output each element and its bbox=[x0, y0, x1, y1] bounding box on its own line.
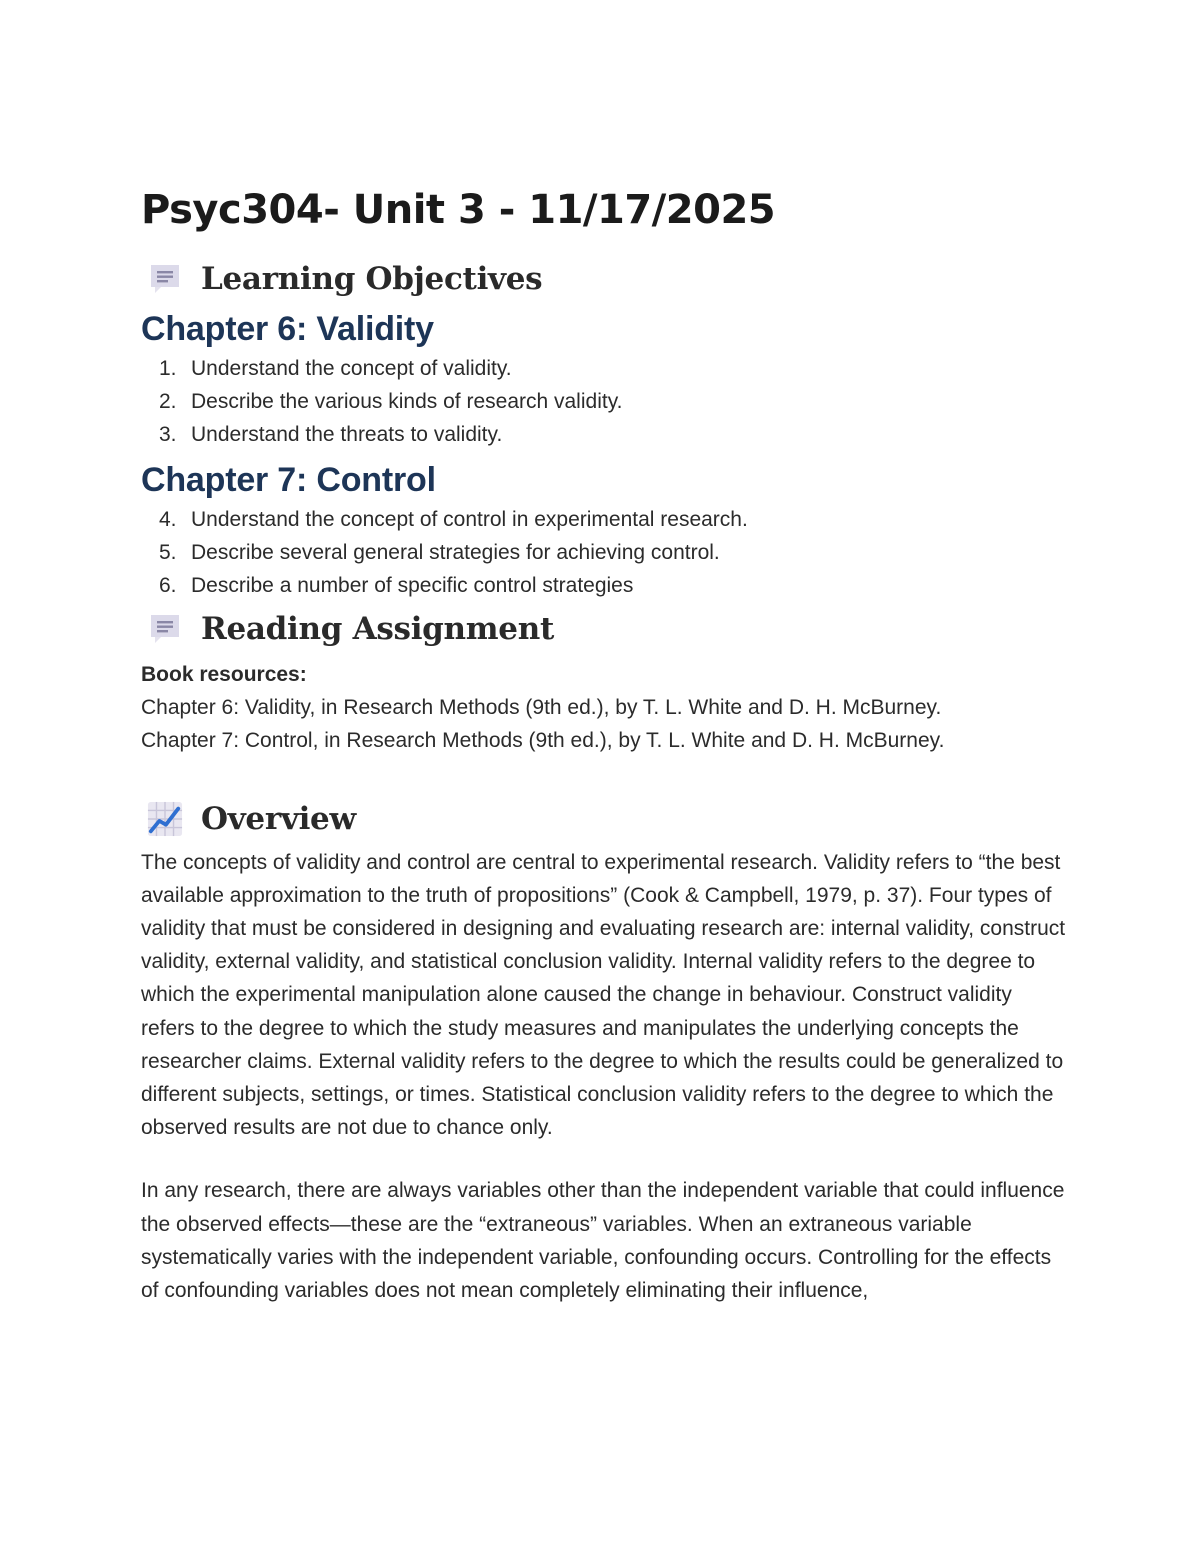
speech-note-icon bbox=[147, 261, 183, 297]
section-overview bbox=[141, 794, 1066, 844]
objectives-list-chapter-6 bbox=[141, 352, 1066, 451]
overview-paragraph: The concepts of validity and control are central to experimental research. Validity refers to “the best available approximation to the truth of propositions” (Cook & Campbell, 1979, p. 37). Four types of validity that must be considered in designing and evaluating research are: internal validity, construct validity, external validity, and statistical conclusion validity. Internal validity refers to the degree to which the experimental manipulation alone caused the change in behaviour. Construct validity refers to the degree to which the study measures and manipulates the underlying concepts the researcher claims. External validity refers to the degree to which the results could be generalized to different subjects, settings, or times. Statistical conclusion validity refers to the degree to which the observed results are not due to chance only. bbox=[141, 850, 1066, 1140]
list-item-text: Describe a number of specific control strategies bbox=[191, 574, 634, 597]
section-heading: Overview bbox=[201, 800, 356, 837]
list-item bbox=[141, 569, 1066, 602]
list-item-text: Understand the concept of validity. bbox=[191, 357, 512, 380]
list-item-text: Understand the threats to validity. bbox=[191, 423, 503, 446]
list-item-text: Describe several general strategies for achieving control. bbox=[191, 541, 720, 564]
list-item bbox=[141, 385, 1066, 418]
list-number: 1. bbox=[159, 357, 177, 380]
list-item-text: Describe the various kinds of research validity. bbox=[191, 390, 623, 413]
overview-paragraph: In any research, there are always variables other than the independent variable that could influence the observed effects—these are the “extraneous” variables. When an extraneous variable systematically varies with the independent variable, confounding occurs. Controlling for the effects of confounding variables does not mean completely eliminating their influence, bbox=[141, 1179, 1065, 1303]
list-number: 6. bbox=[159, 574, 177, 597]
page-title: Psyc304- Unit 3 - 11/17/2025 bbox=[141, 187, 776, 233]
list-item bbox=[141, 352, 1066, 385]
reading-line: Chapter 6: Validity, in Research Methods (9th ed.), by T. L. White and D. H. McBurney. bbox=[141, 696, 942, 720]
section-heading: Reading Assignment bbox=[201, 611, 554, 647]
reading-line: Chapter 7: Control, in Research Methods (9th ed.), by T. L. White and D. H. McBurney. bbox=[141, 729, 945, 753]
list-item-text: Understand the concept of control in experimental research. bbox=[191, 508, 748, 531]
chapter-heading-7: Chapter 7: Control bbox=[141, 461, 436, 499]
list-number: 4. bbox=[159, 508, 177, 531]
section-heading: Learning Objectives bbox=[201, 261, 543, 297]
list-number: 5. bbox=[159, 541, 177, 564]
list-item bbox=[141, 536, 1066, 569]
list-item bbox=[141, 503, 1066, 536]
chapter-heading-6: Chapter 6: Validity bbox=[141, 310, 434, 348]
objectives-list-chapter-7 bbox=[141, 503, 1066, 602]
document-page bbox=[141, 180, 1066, 1307]
book-resources-label: Book resources: bbox=[141, 663, 307, 686]
list-item bbox=[141, 418, 1066, 451]
list-number: 2. bbox=[159, 390, 177, 413]
list-number: 3. bbox=[159, 423, 177, 446]
speech-note-icon bbox=[147, 611, 183, 647]
section-learning-objectives bbox=[141, 254, 1066, 304]
section-reading-assignment bbox=[141, 604, 1066, 654]
trend-chart-icon bbox=[147, 801, 183, 837]
